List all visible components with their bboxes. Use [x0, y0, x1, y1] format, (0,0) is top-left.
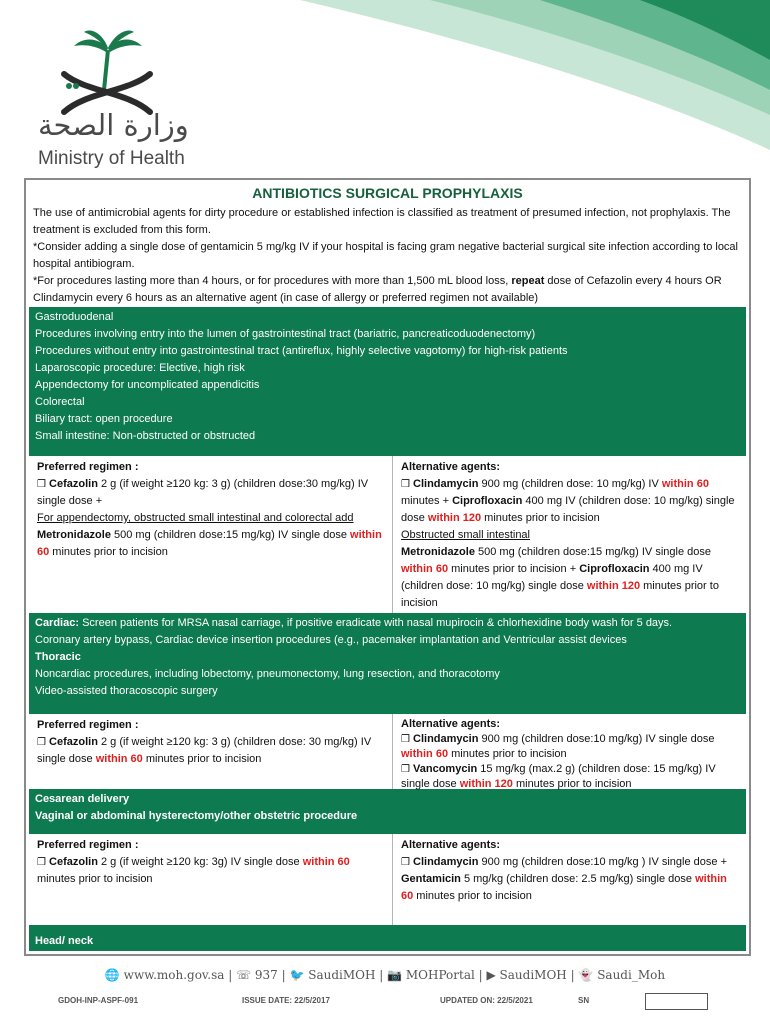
drug-name: Ciprofloxacin: [579, 563, 650, 575]
head-neck-band: [29, 925, 746, 951]
protocol-frame: [24, 178, 751, 956]
timing-highlight: within 60: [401, 748, 449, 760]
sn-field[interactable]: [645, 993, 708, 1010]
timing-highlight: within 120: [427, 512, 482, 524]
obstetric-band: [29, 789, 746, 833]
gi-procedures-band: [29, 307, 746, 455]
procedure-line: Noncardiac procedures, including lobectomy, pneumonectomy, lung resection, and thoracotomy: [35, 668, 500, 680]
gi-alternative-agents: [393, 456, 746, 613]
alternative-heading: Alternative agents:: [401, 718, 501, 730]
timing-highlight: within 60: [401, 873, 727, 902]
dose-text: minutes prior to incision: [512, 778, 632, 790]
alternative-heading: Alternative agents:: [401, 839, 501, 851]
gi-preferred-regimen: [29, 456, 393, 613]
document-title: ANTIBIOTICS SURGICAL PROPHYLAXIS: [252, 185, 523, 201]
obstetric-alternative-agents: [393, 834, 746, 925]
updated-date: UPDATED ON: 22/5/2021: [440, 996, 533, 1005]
dose-text: minutes prior to incision: [448, 748, 567, 760]
ministry-name-english: Ministry of Health: [38, 148, 185, 169]
cardiac-alternative-agents: [393, 714, 746, 789]
intro-text-part: *For procedures lasting more than 4 hours, or for procedures with more than 1,500 mL blood loss,: [33, 275, 512, 287]
dose-text: minutes prior to incision: [401, 580, 719, 609]
intro-text-part: dose of Cefazolin every 4 hours OR Clindamycin every 6 hours as an alternative agent (in case of allergy or preferred regimen not available): [33, 275, 722, 304]
obstetric-regimen-row: [29, 833, 746, 925]
dose-text: minutes +: [401, 495, 453, 507]
procedure-line: Appendectomy for uncomplicated appendicitis: [35, 379, 260, 391]
dose-text: 2 g (if weight ≥120 kg: 3 g) (children dose: 30 mg/kg) IV single dose: [37, 736, 372, 765]
obstetric-preferred-regimen: [29, 834, 393, 925]
dose-text: 500 mg (children dose:15 mg/kg) IV single dose: [474, 546, 711, 558]
dose-text: 900 mg (children dose:10 mg/kg) IV single dose: [478, 733, 715, 745]
dose-text: minutes prior to incision: [481, 512, 600, 524]
dose-text: 5 mg/kg (children dose: 2.5 mg/kg) single dose: [460, 873, 696, 885]
drug-name: Clindamycin: [413, 856, 479, 868]
cardiac-regimen-row: [29, 713, 746, 789]
cardiac-preferred-regimen: [29, 714, 393, 789]
procedure-line: Gastroduodenal: [35, 311, 114, 323]
timing-highlight: within 60: [302, 856, 350, 868]
checkbox-icon: ❒: [401, 764, 410, 775]
procedure-line: Colorectal: [35, 396, 85, 408]
procedure-line: Biliary tract: open procedure: [35, 413, 173, 425]
procedure-line: Procedures involving entry into the lumen of gastrointestinal tract (bariatric, pancreaticoduodenectomy): [35, 328, 536, 340]
drug-name: Cefazolin: [49, 478, 98, 490]
drug-name: Gentamicin: [401, 873, 461, 885]
document-code: GDOH-INP-ASPF-091: [58, 996, 139, 1005]
intro-paragraph-2: *Consider adding a single dose of gentamicin 5 mg/kg IV if your hospital is facing gram negative bacterial surgical site infection according to local hospital antibiogram.: [33, 241, 738, 270]
procedure-line: Cesarean delivery: [35, 793, 130, 805]
preferred-heading: Preferred regimen :: [37, 719, 139, 731]
procedure-line: Procedures without entry into gastrointestinal tract (antireflux, highly selective vagotomy) for high-risk patients: [35, 345, 568, 357]
thoracic-heading: Thoracic: [35, 651, 81, 663]
cardiac-lead: Cardiac:: [35, 617, 80, 629]
preferred-heading: Preferred regimen :: [37, 839, 139, 851]
checkbox-icon: ❒: [401, 857, 410, 868]
checkbox-icon: ❒: [37, 737, 46, 748]
dose-text: minutes prior to incision: [49, 546, 168, 558]
dose-text: 900 mg (children dose: 10 mg/kg) IV: [478, 478, 662, 490]
checkbox-icon: ❒: [37, 479, 46, 490]
drug-name: Cefazolin: [49, 736, 98, 748]
dose-text: 900 mg (children dose:10 mg/kg ) IV single dose +: [478, 856, 727, 868]
dose-text: 2 g (if weight ≥120 kg: 3 g) (children dose:30 mg/kg) IV single dose +: [37, 478, 369, 507]
procedure-line: Video-assisted thoracoscopic surgery: [35, 685, 218, 697]
drug-name: Cefazolin: [49, 856, 98, 868]
alternative-heading: Alternative agents:: [401, 461, 501, 473]
intro-paragraph-3: [33, 273, 742, 307]
procedure-line: Screen patients for MRSA nasal carriage, if positive eradicate with nasal mupirocin & chlorhexidine body wash for 5 days.: [79, 617, 673, 629]
sub-indication: Obstructed small intestinal: [401, 529, 530, 541]
dose-text: minutes prior to incision: [142, 753, 262, 765]
timing-highlight: within 60: [37, 529, 382, 558]
sn-label: SN: [578, 996, 590, 1005]
issue-date: ISSUE DATE: 22/5/2017: [242, 996, 330, 1005]
intro-paragraph-1: The use of antimicrobial agents for dirty procedure or established infection is classified as treatment of presumed infection, not prophylaxis. The treatment is excluded from this form.: [33, 207, 731, 236]
dose-text: minutes prior to incision: [413, 890, 532, 902]
dose-text: minutes prior to incision +: [448, 563, 580, 575]
timing-highlight: within 120: [586, 580, 641, 592]
procedure-line: Small intestine: Non-obstructed or obstructed: [35, 430, 256, 442]
footer-social-links: 🌐 www.moh.gov.sa | ☏ 937 | 🐦 SaudiMOH | 📷 MOHPortal | ▶ SaudiMOH | 👻 Saudi_Moh: [104, 968, 666, 982]
checkbox-icon: ❒: [401, 734, 410, 745]
dose-text: 400 mg IV (children dose: 10 mg/kg) single dose: [401, 495, 735, 524]
repeat-emphasis: repeat: [511, 275, 545, 287]
checkbox-icon: ❒: [401, 479, 410, 490]
cardiac-thoracic-band: [29, 613, 746, 713]
drug-name: Clindamycin: [413, 478, 479, 490]
drug-name: Metronidazole: [401, 546, 475, 558]
gi-regimen-row: [29, 455, 746, 613]
dose-text: 500 mg (children dose:15 mg/kg) IV single dose: [110, 529, 351, 541]
dose-text: 15 mg/kg (max.2 g) (children dose: 15 mg/kg) IV single dose: [401, 763, 716, 790]
ministry-name-arabic: وزارة الصحة: [38, 108, 189, 142]
checkbox-icon: ❒: [37, 857, 46, 868]
dose-text: 400 mg IV (children dose: 10 mg/kg) single dose: [401, 563, 703, 592]
procedure-line: Head/ neck: [35, 935, 94, 947]
timing-highlight: within 60: [401, 563, 449, 575]
timing-highlight: within 60: [661, 478, 709, 490]
dose-text: 2 g (if weight ≥120 kg: 3g) IV single dose: [97, 856, 303, 868]
preferred-heading: Preferred regimen :: [37, 461, 139, 473]
drug-name: Ciprofloxacin: [452, 495, 523, 507]
timing-highlight: within 120: [459, 778, 513, 790]
drug-name: Clindamycin: [413, 733, 479, 745]
procedure-line: Laparoscopic procedure: Elective, high risk: [35, 362, 245, 374]
dose-text: minutes prior to incision: [37, 873, 153, 885]
indication-text: For appendectomy, obstructed small intestinal and colorectal add: [37, 512, 354, 524]
drug-name: Metronidazole: [37, 529, 111, 541]
timing-highlight: within 60: [95, 753, 143, 765]
procedure-line: Coronary artery bypass, Cardiac device insertion procedures (e.g., pacemaker implantation and Ventricular assist devices: [35, 634, 627, 646]
procedure-line: Vaginal or abdominal hysterectomy/other obstetric procedure: [35, 810, 358, 822]
drug-name: Vancomycin: [413, 763, 478, 775]
intro-text: [29, 205, 746, 307]
